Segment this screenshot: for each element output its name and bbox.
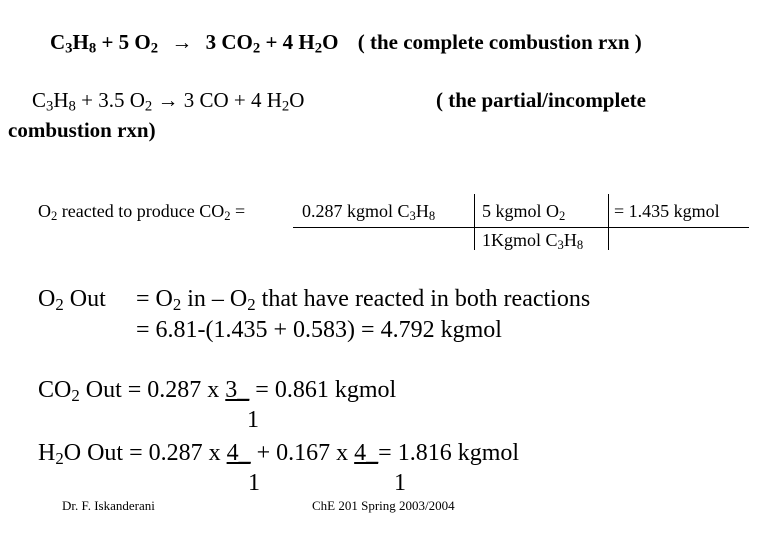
subscript: 2 (247, 295, 256, 315)
oxygen-term: + 3.5 O (81, 88, 145, 112)
footer-course: ChE 201 Spring 2003/2004 (312, 498, 455, 513)
h2o-out-denominator-2: 1 (394, 470, 406, 496)
subscript: 2 (55, 295, 64, 315)
subscript: 2 (55, 449, 64, 469)
subscript: 2 (144, 98, 153, 115)
factor-num-text: 5 kgmol O (482, 201, 560, 221)
water-term-o: O (322, 30, 339, 54)
conversion-label-o: O (38, 201, 51, 221)
conversion-result: = 1.435 kgmol (614, 201, 720, 221)
co2-out-label: CO (38, 377, 72, 403)
propane-formula: C (32, 88, 47, 112)
table-horizontal-rule (293, 227, 749, 228)
reaction-arrow-icon: → (157, 88, 179, 112)
subscript: 3 (557, 238, 564, 253)
partial-combustion-note: ( the partial/incomplete (436, 88, 646, 112)
partial-combustion-equation (32, 88, 304, 113)
water-term: + 4 H (265, 30, 315, 54)
h2o-out-numerator-1: 4_ (226, 440, 251, 466)
co2-out-result: = 0.861 kgmol (249, 377, 397, 403)
water-term-o: O (289, 88, 305, 112)
o2-out-label-o: O (38, 286, 56, 312)
o2-out-label-tail: Out (63, 286, 106, 312)
h2o-out-label: H (38, 440, 56, 466)
subscript: 2 (281, 98, 290, 115)
subscript: 2 (559, 209, 566, 224)
o2-out-line1-b: in – O (181, 286, 248, 312)
factor-den-text: 1Kgmol C (482, 230, 558, 250)
reaction-arrow-icon: → (171, 30, 193, 54)
co2-term: 3 CO (205, 30, 253, 54)
subscript: 8 (576, 238, 584, 253)
o2-out-line1-a: = O (136, 286, 173, 312)
subscript: 2 (224, 209, 231, 224)
partial-combustion-note-cont: combustion rxn) (8, 118, 156, 142)
co2-out-numerator: 3_ (225, 377, 250, 403)
table-vertical-rule (608, 194, 609, 250)
o2-out-line1 (136, 286, 590, 313)
subscript: 8 (428, 209, 436, 224)
conversion-label (38, 201, 245, 222)
conversion-amount (302, 201, 435, 222)
subscript: 2 (71, 386, 80, 406)
complete-combustion-note: ( the complete combustion rxn ) (357, 30, 642, 54)
factor-denominator (482, 230, 583, 251)
o2-out-line2: = 6.81-(1.435 + 0.583) = 4.792 kgmol (136, 317, 502, 343)
factor-den-text-h: H (563, 230, 577, 250)
amount-text: 0.287 kgmol C (302, 201, 410, 221)
oxygen-term: + 5 O (101, 30, 151, 54)
h2o-out-equation (38, 440, 519, 467)
table-vertical-rule (474, 194, 475, 250)
h2o-out-denominator-1: 1 (248, 470, 260, 496)
complete-combustion-equation (50, 30, 642, 55)
subscript: 8 (68, 98, 76, 115)
h2o-out-numerator-2: 4_ (354, 440, 379, 466)
subscript: 2 (172, 295, 182, 315)
factor-numerator (482, 201, 565, 222)
h2o-out-expr-mid: + 0.167 x (250, 440, 355, 466)
o2-out-label (38, 286, 106, 313)
h2o-out-expr: O Out = 0.287 x (63, 440, 227, 466)
co2-out-expr: Out = 0.287 x (79, 377, 226, 403)
subscript: 2 (150, 40, 159, 57)
subscript: 2 (314, 40, 323, 57)
co2-out-denominator: 1 (247, 407, 259, 433)
subscript: 8 (88, 40, 97, 57)
subscript: 3 (46, 98, 54, 115)
conversion-label-mid: reacted to produce CO (57, 201, 225, 221)
o2-out-line1-c: that have reacted in both reactions (255, 286, 591, 312)
subscript: 2 (51, 209, 58, 224)
subscript: 3 (409, 209, 416, 224)
co2-out-equation (38, 377, 396, 404)
propane-formula-h: H (72, 30, 89, 54)
h2o-out-result: = 1.816 kgmol (378, 440, 520, 466)
propane-formula-h: H (53, 88, 69, 112)
subscript: 3 (65, 40, 73, 57)
conversion-label-eq: = (230, 201, 246, 221)
amount-text-h: H (415, 201, 429, 221)
propane-formula: C (50, 30, 66, 54)
co-and-water-terms: 3 CO + 4 H (183, 88, 282, 112)
footer-author: Dr. F. Iskanderani (62, 498, 155, 513)
subscript: 2 (252, 40, 261, 57)
